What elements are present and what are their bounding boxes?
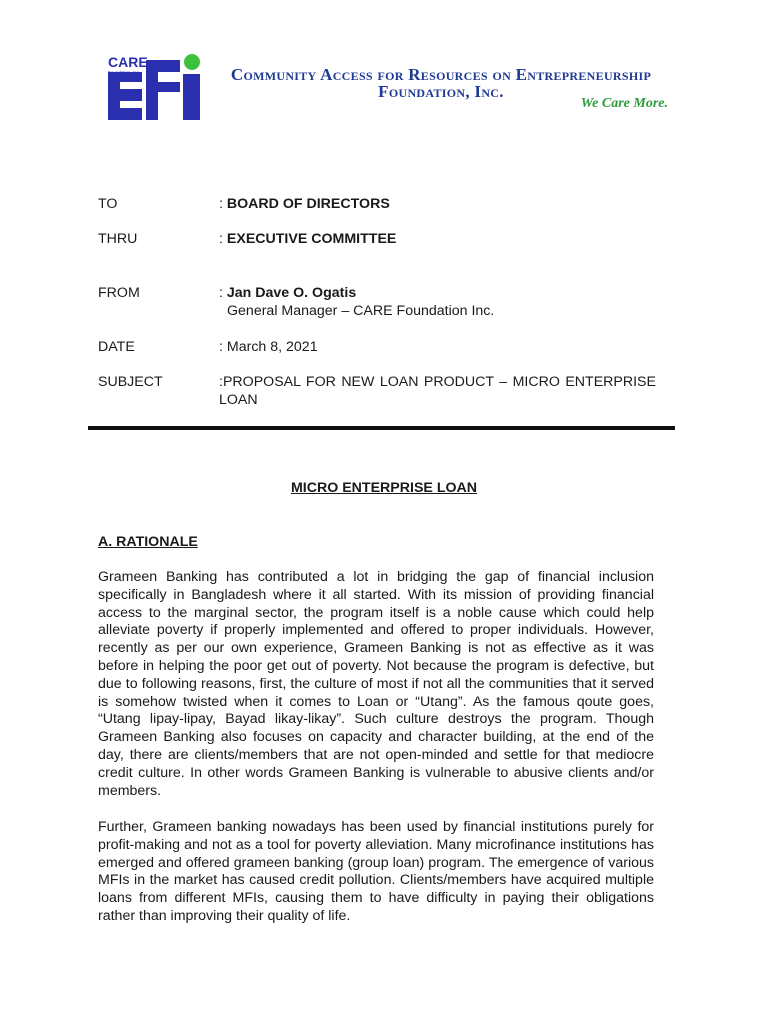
separator: : bbox=[219, 339, 227, 355]
from-value-wrap bbox=[219, 284, 656, 320]
document-title: MICRO ENTERPRISE LOAN bbox=[290, 480, 478, 496]
separator: : bbox=[219, 285, 227, 301]
care-foundation-logo bbox=[106, 52, 202, 122]
date-label: DATE bbox=[98, 339, 135, 355]
to-label: TO bbox=[98, 196, 118, 212]
section-a-title: A. RATIONALE bbox=[98, 534, 198, 550]
letterhead bbox=[106, 52, 676, 124]
thru-label: THRU bbox=[98, 231, 138, 247]
subject-value-wrap bbox=[219, 373, 656, 409]
tagline: We Care More. bbox=[580, 96, 668, 111]
from-label: FROM bbox=[98, 285, 140, 301]
rationale-paragraph-2: Further, Grameen banking nowadays has been used by financial institutions purely for profit-making and not as a tool for poverty alleviation. Many microfinance institutions has emerged and offered grameen banking (group loan) program. The emergence of various MFIs in the market has caused credit pollution. Clients/members have acquired multiple loans from different MFIs, causing them to have difficulty in paying their obligations rather than improving their quality of life. bbox=[98, 819, 654, 924]
logo-subtext: Foundation, Inc. bbox=[108, 70, 141, 75]
organization-name bbox=[206, 66, 676, 100]
organization-name-line-1: Community Access for Resources on Entrepreneurship bbox=[230, 65, 652, 84]
date-value: March 8, 2021 bbox=[226, 339, 318, 355]
thru-value-wrap bbox=[219, 230, 656, 248]
rationale-paragraph-1: Grameen Banking has contributed a lot in bridging the gap of financial inclusion specifically in Bangladesh where it all started. With its mission of providing financial access to the marginal sector, the program itself is a noble cause which could help alleviate poverty if properly implemented and offered to proper individuals. However, recently as per our own experience, Grameen Banking is not as effective as it was before in helping the poor get out of poverty. Not because the program is defective, but due to following reasons, first, the culture of most if not all the communities that it served is somehow twisted when it comes to Loan or “Utang”. As the famous qoute goes, “Utang lipay-lipay, Bayad likay-likay”. Such culture destroys the program. Though Grameen Banking also focuses on capacity and character building, at the end of the day, there are clients/members that are not open-minded and settle for that mediocre credit culture. In other words Grameen Banking is vulnerable to abusive clients and/or members. bbox=[98, 569, 654, 799]
separator: : bbox=[219, 374, 223, 390]
logo-text: CARE bbox=[108, 54, 148, 70]
subject-label: SUBJECT bbox=[98, 374, 163, 390]
header-divider bbox=[88, 426, 675, 430]
organization-name-line-2: Foundation, Inc. bbox=[378, 82, 504, 101]
separator: : bbox=[219, 196, 227, 212]
separator: : bbox=[219, 231, 227, 247]
to-value: BOARD OF DIRECTORS bbox=[226, 196, 390, 212]
date-value-wrap bbox=[219, 338, 656, 356]
from-name: Jan Dave O. Ogatis bbox=[226, 285, 357, 301]
to-value-wrap bbox=[219, 195, 656, 213]
thru-value: EXECUTIVE COMMITTEE bbox=[226, 231, 397, 247]
from-position: General Manager – CARE Foundation Inc. bbox=[227, 303, 495, 319]
subject-value: PROPOSAL FOR NEW LOAN PRODUCT – MICRO ENTERPRISE LOAN bbox=[219, 374, 656, 408]
